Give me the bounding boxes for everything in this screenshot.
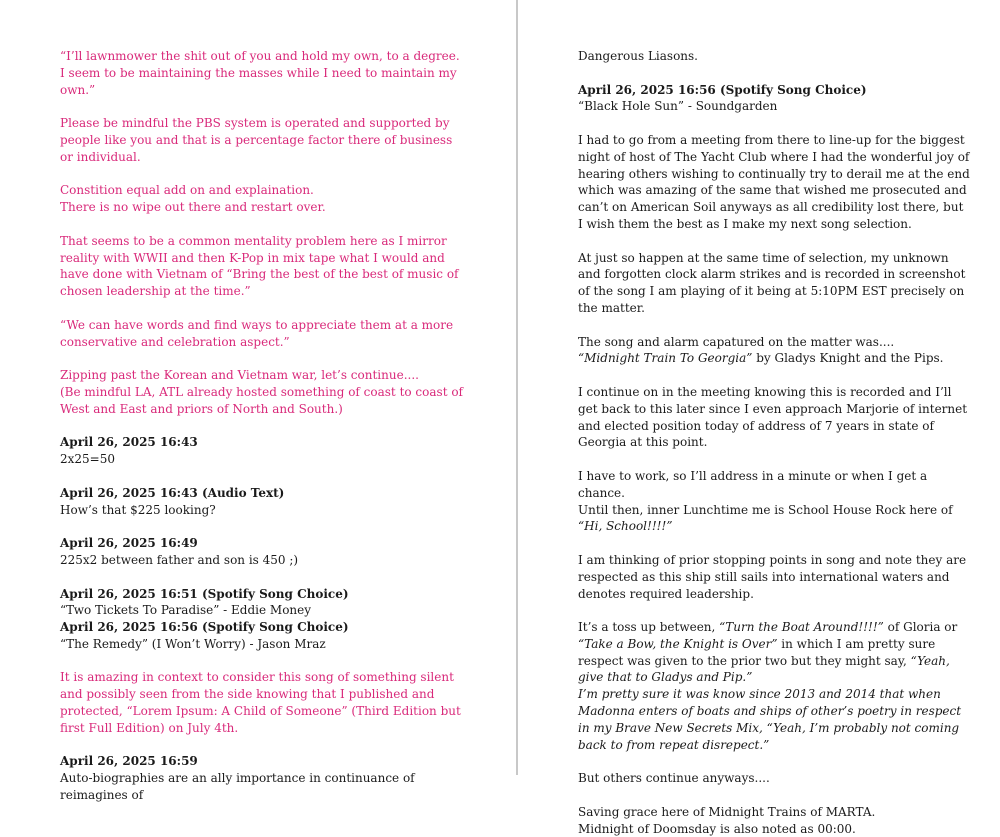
zipping-line-1: Zipping past the Korean and Vietnam war, let’s continue....: [60, 368, 419, 383]
lorem-ipsum-paragraph: It is amazing in context to consider this song of something silent and possibly seen from the side knowing that I published and protected, “Lorem Ipsum: A Child of Someone” (Third Edition but first Full Edition) on July 4th.: [60, 670, 461, 735]
entry-heading: April 26, 2025 16:43: [60, 435, 198, 450]
constitution-line-2: There is no wipe out there and restart over.: [60, 200, 326, 215]
entry-body: “Black Hole Sun” - Soundgarden: [578, 99, 778, 114]
entry-1651-1656-spotify: [60, 586, 468, 653]
school-house-text: Until then, inner Lunchtime me is School House Rock here of: [578, 502, 953, 517]
alarm-paragraph: At just so happen at the same time of selection, my unknown and forgotten clock alarm strikes and is recorded in screenshot of the song I am playing of it being at 5:10PM EST precisely on the matter.: [578, 250, 966, 315]
stopping-points-paragraph: I am thinking of prior stopping points in song and note they are respected as this ship still sails into international waters and denotes required leadership.: [578, 552, 967, 601]
entry-heading: April 26, 2025 16:56 (Spotify Song Choice): [60, 620, 349, 635]
entry-body: How’s that $225 looking?: [60, 502, 216, 517]
quote-lawnmower: [60, 48, 468, 98]
song-title: “Midnight Train To Georgia”: [578, 351, 753, 366]
left-page: [0, 0, 516, 803]
marta-paragraph: [578, 804, 970, 837]
mentality-paragraph: That seems to be a common mentality problem here as I mirror reality with WWII and then K-Pop in mix tape what I would and have done with Vietnam of “Bring the best of the best of music of chosen leadership at the time.”: [60, 233, 459, 299]
entry-body: 2x25=50: [60, 452, 115, 467]
entry-body: “The Remedy” (I Won’t Worry) - Jason Mraz: [60, 636, 326, 651]
entry-heading: April 26, 2025 16:56 (Spotify Song Choice): [578, 82, 867, 97]
entry-heading: April 26, 2025 16:49: [60, 536, 198, 551]
entry-1643: [60, 434, 468, 468]
hi-school-quote: “Hi, School!!!!”: [578, 519, 673, 534]
meeting-paragraph: I continue on in the meeting knowing this is recorded and I’ll get back to this later since I even approach Marjorie of internet and elected position today of address of 7 years in state of Georgia at this point.: [578, 384, 968, 450]
pbs-paragraph: Please be mindful the PBS system is operated and supported by people like you and that is a percentage factor there of business or individual.: [60, 116, 453, 164]
entry-1643-audio: [60, 485, 468, 519]
entry-1649: [60, 535, 468, 569]
quote-line-2: I seem to be maintaining the masses while I need to maintain my own.”: [60, 65, 457, 97]
right-page: [518, 0, 1000, 836]
toss-up-text-a: It’s a toss up between,: [578, 620, 720, 635]
others-continue-line: But others continue anyways....: [578, 771, 770, 786]
marta-line-2: Midnight of Doomsday is also noted as 00:00.: [578, 821, 856, 836]
entry-1659: [60, 753, 468, 803]
toss-up-text-c: of Gloria or: [883, 620, 958, 635]
toss-up-text-e: in which I am pretty sure respect was given to the prior two but they might say,: [578, 636, 936, 668]
take-bow-quote: “Take a Bow, the Knight is Over”: [578, 636, 778, 651]
toss-up-paragraph: [578, 619, 970, 753]
song-alarm-paragraph: [578, 334, 970, 368]
work-paragraph: [578, 468, 970, 535]
yacht-club-paragraph: I had to go from a meeting from there to line-up for the biggest night of host of The Yacht Club where I had the wonderful joy of hearing others wishing to continually try to derail me at the end which was amazing of the same that wished me prosecuted and can’t on American Soil anyways as all credibility lost there, but I wish them the best as I make my next song selection.: [578, 132, 970, 231]
song-artist: by Gladys Knight and the Pips.: [752, 351, 944, 366]
entry-heading: April 26, 2025 16:43 (Audio Text): [60, 485, 285, 500]
work-line-1: I have to work, so I’ll address in a minute or when I get a chance.: [578, 468, 928, 500]
song-alarm-line: The song and alarm capatured on the matter was....: [578, 334, 895, 349]
entry-heading: April 26, 2025 16:59: [60, 754, 198, 769]
entry-body: “Two Tickets To Paradise” - Eddie Money: [60, 603, 312, 618]
zipping-paragraph: [60, 367, 468, 417]
madonna-line: I’m pretty sure it was know since 2013 and 2014 that when Madonna enters of boats and ships of other’s poetry in respect in my Brave New Secrets Mix, “Yeah, I’m probably not coming back to from repeat disrepect.”: [578, 687, 962, 752]
conservative-quote: “We can have words and find ways to appreciate them at a more conservative and celebration aspect.”: [60, 317, 454, 349]
turn-boat-quote: “Turn the Boat Around!!!!”: [719, 620, 884, 635]
song-alarm-song-line: [578, 350, 970, 367]
constitution-paragraph: [60, 182, 468, 216]
marta-line-1: Saving grace here of Midnight Trains of MARTA.: [578, 804, 876, 819]
dangerous-liasons-line: Dangerous Liasons.: [578, 49, 698, 63]
constitution-line-1: Constition equal add on and explaination.: [60, 183, 314, 198]
entry-body: Auto-biographies are an ally importance in continuance of reimagines of: [60, 771, 415, 803]
quote-line-1: “I’ll lawnmower the shit out of you and hold my own, to a degree.: [60, 49, 460, 63]
zipping-line-2: (Be mindful LA, ATL already hosted something of coast to coast of West and East and priors of North and South.): [60, 384, 463, 416]
work-line-2: [578, 502, 970, 536]
gladys-pip-quote: “Yeah, give that to Gladys and Pip.”: [578, 653, 950, 685]
entry-1656-spotify: [578, 82, 970, 116]
entry-body: 225x2 between father and son is 450 ;): [60, 552, 299, 567]
entry-heading: April 26, 2025 16:51 (Spotify Song Choice): [60, 586, 349, 601]
